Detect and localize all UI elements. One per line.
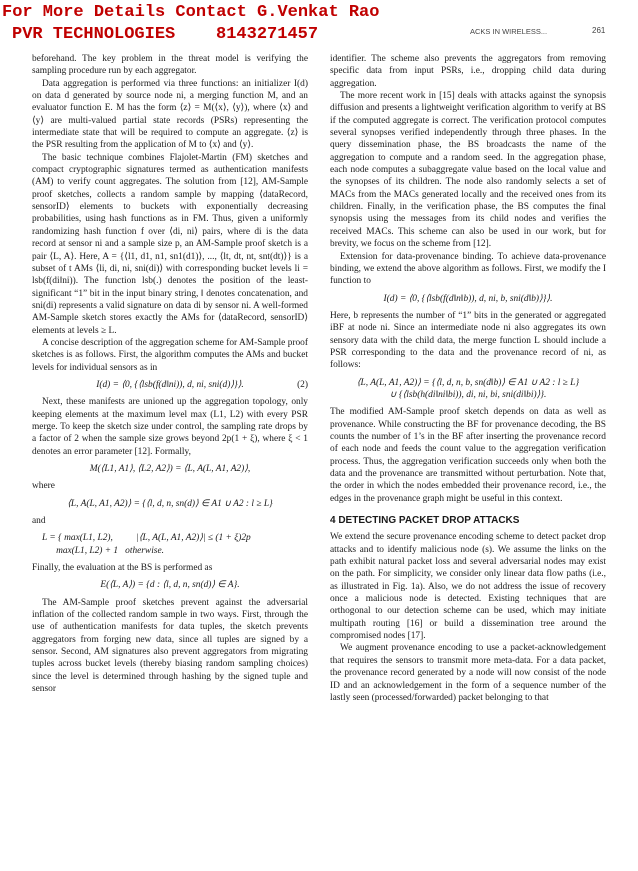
equation-number: (2) [297,379,308,390]
connector-where: where [32,481,55,492]
equation-merge-provenance-1: ⟨L, A(L, A1, A2)⟩ = {⟨l, d, n, b, sn(d‖b)⟩ ∈ A1 ∪ A2 : l ≥ L} [356,377,580,388]
paragraph: We extend the secure provenance encoding scheme to detect packet drop attacks and to identify malicious node (s). We assume the links on the path exhibit natural packet loss and several adversarial nodes may exist on the path. For simplicity, we consider only linear data flow paths (i.e., as illustrated in Fig. 1a). Also, we do not address the issue of recovery once a malicious node is detected. Existing techniques that are orthogonal to our detection scheme can be used, which may initiate multipath routing [16] or build a dissemination tree around the compromised nodes [17]. [330,532,606,642]
paragraph: Data aggregation is performed via three functions: an initializer I(d) on data d generated by source node ni, a merging function M, and an evaluator function E. M has the form ⟨z⟩ = M(⟨x⟩, ⟨y⟩), where ⟨x⟩ and ⟨y⟩ are multi-valued partial state records (PSRs) representing the intermediate state that will be required to compute an aggregate. ⟨z⟩ is the PSR resulting from the application of M to ⟨x⟩ and ⟨y⟩. [32,78,308,151]
equation-body: I(d) = ⟨0, {⟨lsb(f(d‖ni)), d, ni, sni(d)⟩}⟩. [96,379,244,390]
running-head: ACKS IN WIRELESS... [470,27,548,36]
connector-and: and [32,516,46,527]
right-column [330,53,606,704]
banner-line-1: For More Details Contact G.Venkat Rao [2,3,380,22]
equation-2 [32,379,308,391]
page-number: 261 [592,26,606,35]
paragraph: identifier. The scheme also prevents the aggregators from removing specific data from input PSRs, i.e., dropping child data during aggregation. [330,54,606,89]
paragraph: A concise description of the aggregation scheme for AM-Sample proof sketches is as follows. First, the algorithm computes the AMs and bucket levels for individual sensors as in [32,337,308,373]
equation-level-case-2: max(L1, L2) + 1 otherwise. [42,545,164,556]
section-heading: 4 DETECTING PACKET DROP ATTACKS [330,515,520,527]
paragraph: We augment provenance encoding to use a packet-acknowledgement that requires the sensors to transmit more meta-data. For a data packet, the provenance record generated by a node will now consist of the node ID and an acknowledgement in the form of a sequence number of the lastly seen (processed/forwarded) packet belonging to that [330,643,606,703]
contact-banner [0,0,470,48]
equation-merge: M(⟨L1, A1⟩, ⟨L2, A2⟩) = ⟨L, A(L, A1, A2)⟩, [89,464,251,474]
paragraph: Extension for data-provenance binding. To achieve data-provenance binding, we extend the above algorithm as follows. First, we modify the I function to [330,251,606,287]
banner-line-2: PVR TECHNOLOGIES 8143271457 [12,25,319,44]
paragraph: The basic technique combines Flajolet-Martin (FM) sketches and compact cryptographic signatures termed as authentication manifests (AM) to verify count aggregates. The solution from [12], AM-Sample proof sketches, collects a random sample by mapping ⟨dataRecord, sensorID⟩ elements to buckets with exponentially decreasing probabilities, using hash functions as in FM. Thus, given a uniformly randomizing hash function f over ⟨di, ni⟩ pairs, where di is the data record at sensor ni and a sample size p, an AM-Sample proof sketch is a pair ⟨L, A⟩. Here, A = {⟨l1, d1, n1, sn1(d1)⟩, ..., ⟨lt, dt, nt, snt(dt)⟩} is a subset of t AMs ⟨li, di, ni, sni(di)⟩ with corresponding bucket levels li = lsb(f(di‖ni)). The function lsb(.) denotes the position of the least-significant “1” bit in the input binary string, ‖ denotes concatenation, and sni(di) represents a valid signature on data di by sensor ni. A well-formed AM-Sample sketch stores exactly the AMs for ⟨dataRecord, sensorID⟩ elements at levels ≥ L. [32,152,308,336]
paragraph: Finally, the evaluation at the BS is performed as [32,563,213,574]
paragraph: The more recent work in [15] deals with attacks against the synopsis diffusion and presents a lightweight verification algorithm to verify at BS if the computed aggregate is correct. The verification protocol computes several synopses verified independently through three phases. In the query dissemination phase, the BS broadcasts the name of the aggregation to compute and a random seed. In the aggregation phase, each node computes a subaggregate value based on the local value and the synopses of its children. The node also randomly selects a set of MACs from the MACs generated locally and the received ones from its children. Finally, in the verification phase, the BS computes the final synopsis using the messages from its child nodes and verifies the received MACs. This scheme can also be used in our work, but for brevity, we focus on the scheme from [12]. [330,91,606,250]
equation-union: ⟨L, A(L, A1, A2)⟩ = {⟨l, d, n, sn(d)⟩ ∈ A1 ∪ A2 : l ≥ L} [67,498,273,509]
equation-merge-provenance-2: ∪ {⟨lsb(h(di‖ni‖bi)), di, ni, bi, sni(di‖bi)⟩}. [389,389,547,400]
equation-initializer: I(d) = ⟨0, {⟨lsb(f(d‖n‖b)), d, ni, b, sni(d‖b)⟩}⟩. [383,293,553,304]
equation-level-case-1: L = { max(L1, L2), |⟨L, A(L, A1, A2)⟩| ≤ (1 + ξ)2p [42,533,251,544]
paragraph: The modified AM-Sample proof sketch depends on data as well as provenance. While constructing the BF for provenance decoding, the BS counts the number of 1’s in the BF after inserting the provenance record of each node and feeds the count value to the aggregation verification process. Thus, the aggregation verification succeeds only when both the data and the provenance are transmitted without perturbation. Note that, the order in which the nodes embedded their provenance record, i.e., the edges in the provenance graph might be useful in this context. [330,407,606,504]
paragraph: The AM-Sample proof sketches prevent against the adversarial inflation of the collected random sample in two ways. First, through the use of authentication manifests for data tuples, the sketch prevents aggregators from forging new data, since all tuples are signed by a sensor. Second, AM signatures also prevent aggregators from migrating tuples across bucket levels (thereby biasing random sampling choices) since the level is determined through hashing by the signed tuple and sensor [32,597,308,695]
paragraph: Next, these manifests are unioned up the aggregation topology, only keeping elements at the maximum level max (L1, L2) with every PSR merge. To keep the sketch size under control, the sampling rate drops by a factor of 2 when the sample size grows beyond 2p(1 + ξ), where ξ < 1 denotes an error parameter [12]. Formally, [32,397,308,457]
paragraph: Here, b represents the number of “1” bits in the generated or aggregated iBF at node ni. Since an intermediate node ni also aggregates its own sensory data with the child data, the merge function L should include a PSR corresponding to the data and the provenance record of ni, as follows: [330,310,606,371]
paragraph: beforehand. The key problem in the threat model is verifying the sampling procedure run by each aggregator. [32,54,308,77]
equation-evaluator: E(⟨L, A⟩) = {d : ⟨l, d, n, sn(d)⟩ ∈ A}. [100,580,240,591]
left-column [32,53,308,696]
